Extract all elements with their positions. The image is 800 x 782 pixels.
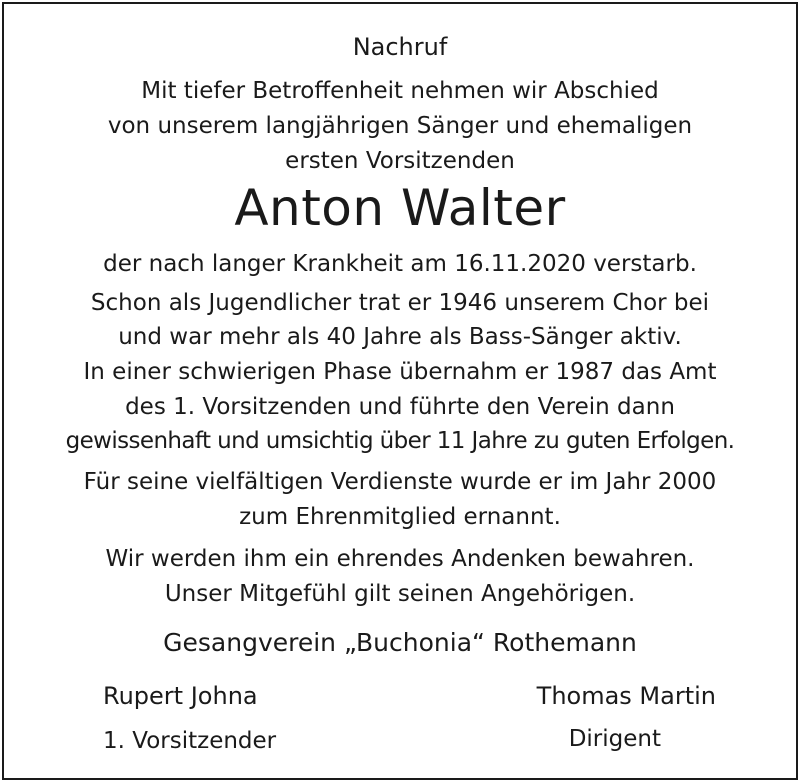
intro-line: von unserem langjährigen Sänger und ehemaligen [107,113,693,139]
obituary-content [4,4,796,778]
intro-line: ersten Vorsitzenden [285,148,515,174]
signatory-role: Dirigent [568,726,661,752]
closing-line: Wir werden ihm ein ehrendes Andenken bewahren. [105,546,695,572]
organization-name: Gesangverein „Buchonia“ Rothemann [163,628,637,657]
obituary-heading: Nachruf [352,33,448,61]
death-line: der nach langer Krankheit am 16.11.2020 verstarb. [103,251,697,277]
obituary-frame [2,2,798,780]
signatory-name: Rupert Johna [103,682,258,710]
signatory-role: 1. Vorsitzender [103,728,277,754]
deceased-name: Anton Walter [234,179,566,237]
biography-line: und war mehr als 40 Jahre als Bass-Sänger aktiv. [118,324,682,350]
honors-line: Für seine vielfältigen Verdienste wurde er im Jahr 2000 [83,469,717,495]
biography-line: Schon als Jugendlicher trat er 1946 unserem Chor bei [90,290,710,316]
honors-line: zum Ehrenmitglied ernannt. [239,504,561,530]
biography-line: In einer schwierigen Phase übernahm er 1987 das Amt [83,359,717,385]
biography-line: des 1. Vorsitzenden und führte den Verein dann [125,394,675,420]
biography-line: gewissenhaft und umsichtig über 11 Jahre zu guten Erfolgen. [65,428,735,454]
signatory-name: Thomas Martin [536,682,716,710]
intro-line: Mit tiefer Betroffenheit nehmen wir Abschied [141,78,659,104]
closing-line: Unser Mitgefühl gilt seinen Angehörigen. [164,581,636,607]
